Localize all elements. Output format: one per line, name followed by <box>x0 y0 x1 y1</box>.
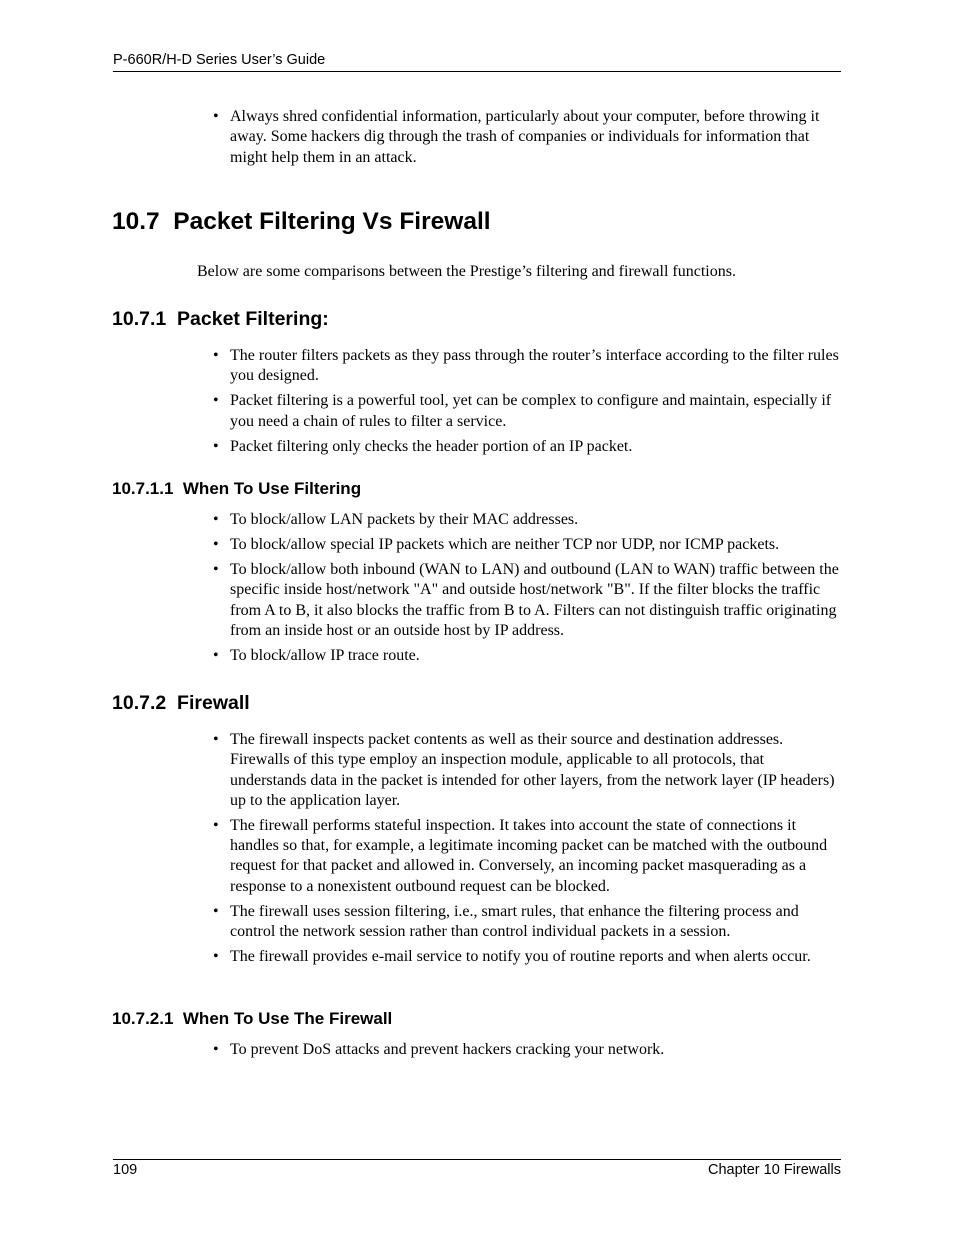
bullet-text: Packet filtering is a powerful tool, yet can be complex to configure and maintain, especially if you need a chain of rules to filter a service. <box>230 392 832 430</box>
list-item <box>213 510 843 530</box>
bullet-icon: • <box>213 437 219 455</box>
section-intro-paragraph: Below are some comparisons between the Prestige’s filtering and firewall functions. <box>197 263 736 280</box>
chapter-title: Chapter 10 Firewalls <box>708 1162 841 1178</box>
firewall-bullet-list <box>213 730 843 972</box>
bullet-text: Always shred confidential information, particularly about your computer, before throwing it away. Some hackers dig through the trash of companies or individuals for information that might help them in an attack. <box>230 108 820 166</box>
bullet-icon: • <box>213 347 219 364</box>
bullet-icon: • <box>213 902 219 920</box>
list-item <box>213 437 843 457</box>
list-item <box>213 947 843 967</box>
bullet-icon: • <box>213 816 219 834</box>
bullet-icon: • <box>213 511 219 528</box>
list-item <box>213 1040 843 1060</box>
section-heading-10-7-1: 10.7.1 Packet Filtering: <box>112 308 329 330</box>
list-item <box>213 560 843 641</box>
list-item <box>213 107 843 168</box>
list-item <box>213 816 843 897</box>
header-rule <box>113 71 841 72</box>
page-number: 109 <box>113 1162 138 1178</box>
packet-filtering-bullet-list <box>213 346 843 462</box>
footer-rule <box>113 1159 841 1160</box>
bullet-text: Packet filtering only checks the header portion of an IP packet. <box>230 437 633 455</box>
bullet-icon: • <box>213 646 219 664</box>
section-heading-10-7: 10.7 Packet Filtering Vs Firewall <box>112 208 491 235</box>
bullet-icon: • <box>213 731 219 748</box>
bullet-text: The firewall inspects packet contents as well as their source and destination addresses. Firewalls of this type employ an inspection module, applicable to all protocols, that understands data in the packet is intended for other layers, from the network layer (IP headers) up to the application layer. <box>230 731 835 809</box>
bullet-text: The firewall performs stateful inspection. It takes into account the state of connections it handles so that, for example, a legitimate incoming packet can be matched with the outbound request for that packet and allowed in. Conversely, an incoming packet masquerading as a response to a nonexistent outbound request can be blocked. <box>230 816 828 895</box>
bullet-icon: • <box>213 392 219 410</box>
bullet-icon: • <box>213 560 219 578</box>
bullet-icon: • <box>213 535 219 553</box>
bullet-icon: • <box>213 108 219 125</box>
bullet-text: To block/allow both inbound (WAN to LAN) and outbound (LAN to WAN) traffic between the specific inside host/network "A" and outside host/network "B". If the filter blocks the traffic from A to B, it also blocks the traffic from B to A. Filters can not distinguish traffic originating from an inside host or an outside host by IP address. <box>230 560 839 639</box>
running-header: P-660R/H-D Series User’s Guide <box>113 52 326 68</box>
section-heading-10-7-2-1: 10.7.2.1 When To Use The Firewall <box>112 1009 393 1028</box>
list-item <box>213 535 843 555</box>
bullet-text: To prevent DoS attacks and prevent hackers cracking your network. <box>230 1041 665 1058</box>
bullet-text: The firewall uses session filtering, i.e., smart rules, that enhance the filtering process and control the network session rather than control individual packets in a session. <box>230 902 799 941</box>
list-item <box>213 391 843 432</box>
bullet-icon: • <box>213 1041 219 1058</box>
section-heading-10-7-2: 10.7.2 Firewall <box>112 692 250 714</box>
list-item <box>213 902 843 943</box>
list-item <box>213 346 843 387</box>
list-item <box>213 730 843 811</box>
bullet-text: To block/allow special IP packets which are neither TCP nor UDP, nor ICMP packets. <box>230 535 780 553</box>
bullet-text: The router filters packets as they pass through the router’s interface according to the filter rules you designed. <box>230 347 839 385</box>
bullet-text: To block/allow IP trace route. <box>230 646 420 664</box>
when-to-use-filtering-bullet-list <box>213 510 843 671</box>
intro-bullet-list <box>213 107 843 173</box>
when-to-use-firewall-bullet-list <box>213 1040 843 1065</box>
section-heading-10-7-1-1: 10.7.1.1 When To Use Filtering <box>112 479 362 498</box>
bullet-text: To block/allow LAN packets by their MAC addresses. <box>230 511 579 528</box>
list-item <box>213 646 843 666</box>
bullet-icon: • <box>213 948 219 966</box>
bullet-text: The firewall provides e-mail service to notify you of routine reports and when alerts occur. <box>230 948 811 966</box>
